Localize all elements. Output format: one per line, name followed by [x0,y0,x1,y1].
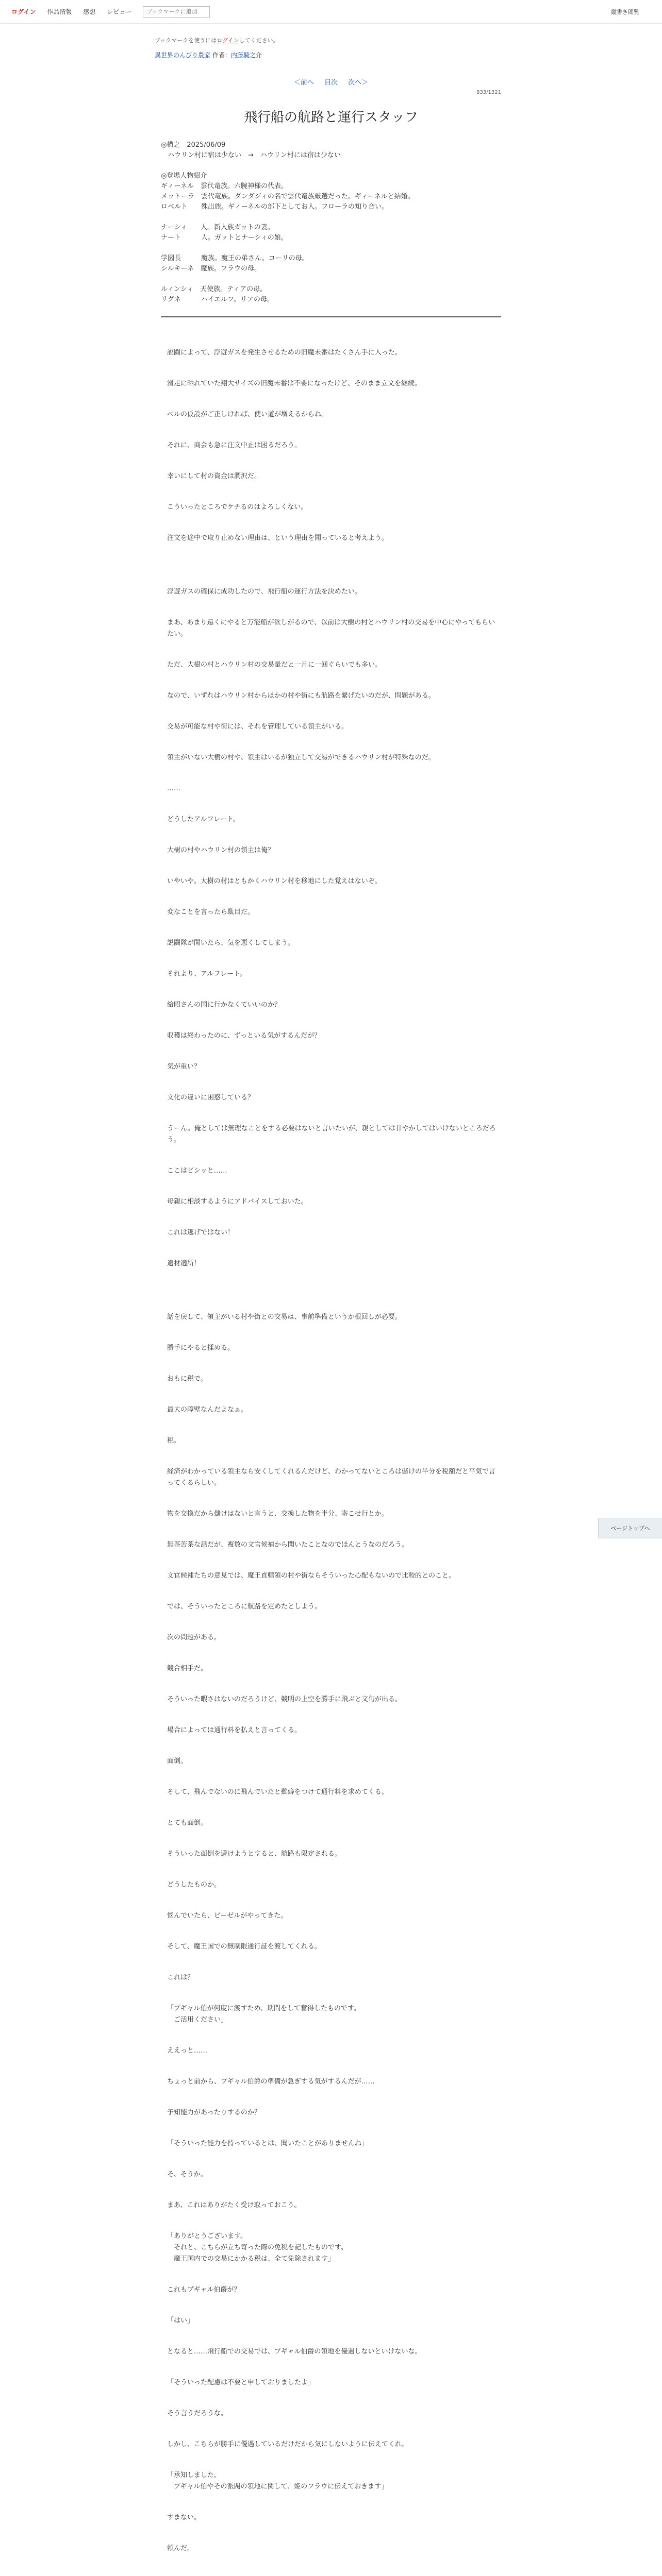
body-paragraph: 話を戻して、領主がいる村や街との交易は、事前準備というか根回しが必要。 [167,1313,402,1321]
preface-line [161,243,501,253]
body-paragraph: ちょっと前から、プギャル伯爵の準備が急ぎする気がするんだが…… [167,2078,375,2086]
body-paragraph: どうしたものか。 [167,1881,221,1889]
top-navigation-bar [0,0,662,24]
preface-line: ルィンシィ 天使族。ティアの母。 [161,285,267,293]
body-paragraph: 競合相手だ。 [167,1665,208,1672]
body-paragraph: そ、そうか。 [167,2171,207,2178]
author-link[interactable]: 内藤騎之介 [230,52,262,59]
episode-body [161,347,501,2576]
preface-line: ◎構之 2025/06/09 [161,141,226,149]
body-paragraph: そういった面倒を避けようとすると、航路も限定される。 [167,1850,342,1858]
body-paragraph: 場合によっては通行料を払えと言ってくる。 [167,1726,302,1734]
body-paragraph: …… [167,785,180,792]
episode-title: 飛行船の航路と運行スタッフ [243,110,418,125]
body-paragraph: 大樹の村やハウリン村の領主は俺？ [167,846,275,854]
body-paragraph: 経済がわかっている領主なら安くしてくれるんだけど、わかってないところは儲けの半分を税額だと平気で言ってくるらしい。 [167,1468,496,1487]
notice-login-link[interactable]: ログイン [217,37,239,44]
body-paragraph: 領主がいない大樹の村や、領主はいるが独立して交易ができるハウリン村が特殊なのだ。 [167,754,435,761]
preface-divider [161,316,501,317]
preface-line: ハウリン村に宿は少ない → ハウリン村には宿は少ない [161,151,341,159]
section-break [161,564,501,586]
body-paragraph: 滑走に晒れていた翔大サイズの旧魔未番は不要になったけど、そのまま立文を継続。 [167,380,421,387]
section-break [161,1289,501,1312]
preface [161,140,501,305]
author-separator: 作者： [210,52,231,59]
body-paragraph: 気が重い？ [167,1063,201,1071]
preface-line [161,161,501,171]
nav-item-review[interactable]: レビュー [107,8,132,15]
toc-link[interactable]: 目次 [324,79,338,87]
page-top-button[interactable]: ページトップへ [598,1518,662,1538]
bookmark-add-field[interactable] [143,6,210,18]
body-paragraph: 頼んだ。 [167,2545,194,2552]
body-paragraph: 次の問題がある。 [167,1634,221,1641]
body-paragraph: これは逃げではない！ [167,1229,235,1236]
body-paragraph: ベルの仮設がご正しければ、使い道が増えるからね。 [167,411,328,418]
body-paragraph: 物を交換だから儲けはないと言うと、交換した物を半分、寄こせ行とか。 [167,1510,389,1518]
body-paragraph: すまない。 [167,2514,201,2521]
breadcrumb [0,44,662,59]
preface-line: メットーラ 雲代竜族。ダンダジィの名で雲代竜族厳選だった。ギィーネルと結婚。 [161,193,415,200]
preface-line: ナート 人。ガットとナーシィの娘。 [161,234,288,242]
preface-line: シルキーネ 魔族。フラウの母。 [161,265,261,273]
body-paragraph: そして、飛んでないのに飛んでいたと難癖をつけて通行料を求めてくる。 [167,1788,388,1796]
body-paragraph: どうしたアルフレート。 [167,816,240,823]
body-paragraph: 「そういった能力を持っているとは、聞いたことがありませんね」 [167,2140,369,2147]
body-paragraph: では、そういったところに航路を定めたとしよう。 [167,1603,322,1611]
body-paragraph: うーん。俺としては無理なことをする必要はないと言いたいが、親としては甘やかしてはいけないところだろう。 [167,1125,496,1144]
body-paragraph: 説闘隊が聞いたら、気を悪くしてしまう。 [167,939,295,947]
body-paragraph: 適材適所！ [167,1260,201,1267]
body-paragraph: 悩んでいたら、ビーゼルがやってきた。 [167,1912,288,1920]
section-break [161,2574,501,2576]
body-paragraph: いやいや。大樹の村はともかくハウリン村を移地にした覚えはないぞ。 [167,877,382,885]
body-paragraph: 文官候補たちの意見では、魔王直轄領の村や街ならそういった心配もないので比較的とのこと。 [167,1572,456,1580]
series-link[interactable]: 異世界のんびり農家 [155,52,211,59]
body-paragraph: そういった暇さはないのだろうけど、競明の上空を勝手に飛ぶと文句が出る。 [167,1696,402,1703]
body-paragraph: となると……飛行船での交易では、プギャル伯爵の領地を優遇しないといけないな。 [167,2348,422,2355]
body-paragraph: ええっと…… [167,2047,208,2055]
body-paragraph: おもに税で。 [167,1375,207,1383]
preface-line: ナーシィ 人。新入族ガットの妻。 [161,224,274,231]
body-paragraph: 収穫は終わったのに、ずっといる気がするんだが？ [167,1032,321,1040]
nav-item-impressions[interactable]: 感想 [83,8,96,15]
body-paragraph: 勝手にやると揉める。 [167,1344,235,1352]
preface-line: ギィーネル 雲代竜族。六腕神様の代表。 [161,182,288,190]
notice-prefix: ブックマークを使うには [155,37,217,44]
body-paragraph: こういったところでケチるのはよろしくない。 [167,503,308,511]
body-paragraph: 文化の違いに困惑している？ [167,1094,255,1101]
body-paragraph: 「プギャル伯が何度に渡すため、期間をして奮得したものです。 ご活用ください」 [167,2005,360,2024]
next-link[interactable]: 次へ＞ [348,79,369,87]
body-paragraph: 税。 [167,1437,181,1445]
vertical-reading-link[interactable]: 縦書き閲覧 [611,8,639,15]
nav-item-info[interactable]: 作品情報 [47,8,72,15]
body-paragraph: それに、商会も急に注文中止は困るだろう。 [167,442,302,449]
body-paragraph: 給昭さんの国に行かなくていいのか？ [167,1001,282,1009]
preface-line [161,274,501,284]
body-paragraph: とても面倒。 [167,1819,208,1827]
body-paragraph: ただ、大樹の村とハウリン村の交易量だと一月に一回ぐらいでも多い。 [167,661,382,669]
body-paragraph: 母親に相談するようにアドバイスしておいた。 [167,1198,308,1206]
preface-line [161,212,501,223]
body-paragraph: 変なことを言ったら駄目だ。 [167,908,255,916]
body-paragraph: そう言うだろうな。 [167,2410,228,2417]
body-paragraph: 交易が可能な村や街には、それを管理している領主がいる。 [167,723,349,731]
bookmark-notice [0,24,662,44]
body-paragraph: なので、いずれはハウリン村からほかの村や街にも航路を繋げたいのだが、問題がある。 [167,692,435,700]
body-paragraph: 「そういった配慮は不要と申しておりましたよ」 [167,2379,315,2386]
preface-line: ◎登場人物紹介 [161,172,207,180]
preface-line: ロベルト 殊出族。ギィーネルの部下としてお人。フローラの知り合い。 [161,203,388,211]
episode-pager [161,77,501,87]
body-paragraph: これは？ [167,1974,194,1981]
body-paragraph: そして、魔王国での無制限通行証を渡してくれる。 [167,1943,321,1951]
body-paragraph: ここはビシッと…… [167,1167,227,1175]
body-paragraph: 「承知しました。 プギャル伯やその派閥の領地に関して、姫のフラウに伝えておきます」 [167,2471,388,2490]
preface-line: 学園長 魔族。魔王の弟さん。コーリの母。 [161,255,309,262]
body-paragraph: それより、アルフレート。 [167,970,246,978]
body-paragraph: 予知能力があったりするのか？ [167,2109,261,2116]
body-paragraph: 説闘によって、浮遊ガスを発生させるための旧魔未番はたくさん手に入った。 [167,349,402,357]
content-column [161,77,501,2576]
episode-count: 833/1321 [476,90,501,95]
body-paragraph: まあ、これはありがたく受け取っておこう。 [167,2201,301,2209]
body-paragraph: 浮遊ガスの確保に成功したので、飛行船の運行方法を決めたい。 [167,588,361,596]
preface-line: リグネ ハイエルフ。リアの母。 [161,296,274,303]
prev-link[interactable]: ＜前へ [293,79,314,87]
body-paragraph: 「ありがとうございます。 それと、こちらが立ち寄った際の免税を記したものです。 魔王国内での交易にかかる税は、全て免除されます」 [167,2232,347,2263]
body-paragraph: 面倒。 [167,1757,188,1765]
login-link[interactable]: ログイン [11,8,36,15]
body-paragraph: 「はい」 [167,2317,194,2325]
body-paragraph: まあ、あまり遠くにやると万能船が欲しがるので、以前は大樹の村とハウリン村の交易を中心にやってもらいたい。 [167,619,495,638]
body-paragraph: 最大の障壁なんだよなぁ。 [167,1406,248,1414]
body-paragraph: 幸いにして村の資金は潤沢だ。 [167,472,261,480]
body-paragraph: しかし、こちらが勝手に優遇しているだけだから気にしないように伝えてくれ。 [167,2441,409,2448]
body-paragraph: 無茶苦茶な話だが、複数の文官候補から聞いたことなのでほんとうなのだろう。 [167,1541,409,1549]
body-paragraph: これもプギャル伯爵が？ [167,2286,241,2294]
notice-suffix: してください。 [239,37,279,44]
body-paragraph: 注文を途中で取り止めない理由は、という理由を聞っていると考えよう。 [167,534,389,542]
